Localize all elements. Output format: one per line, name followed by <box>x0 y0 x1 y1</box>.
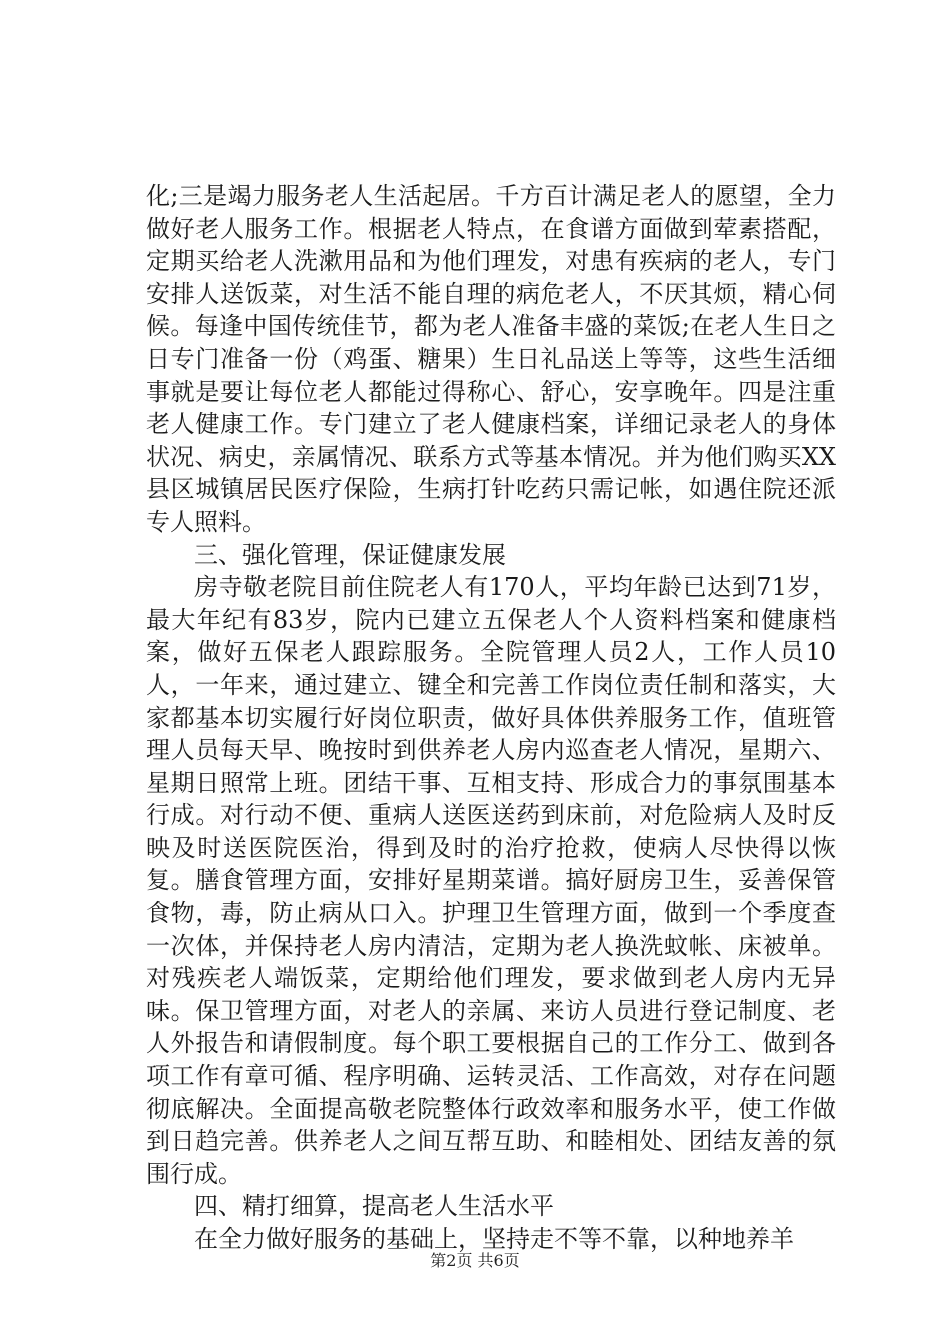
section-heading-3: 三、强化管理，保证健康发展 <box>194 540 506 569</box>
paragraph-living-standard: 在全力做好服务的基础上，坚持走不等不靠，以种地养羊 <box>194 1225 794 1253</box>
section-heading-4: 四、精打细算，提高老人生活水平 <box>194 1192 554 1221</box>
page-footer: 第2页 共6页 <box>430 1251 520 1270</box>
document-body <box>146 180 836 1256</box>
paragraph-continuation: 化;三是竭力服务老人生活起居。千方百计满足老人的愿望，全力做好老人服务工作。根据老人特点，在食谱方面做到荤素搭配，定期买给老人洗漱用品和为他们理发，对患有疾病的老人，专门安排人送饭菜，对生活不能自理的病危老人，不厌其烦，精心伺候。每逢中国传统佳节，都为老人准备丰盛的菜饭;在老人生日之日专门准备一份（鸡蛋、糖果）生日礼品送上等等，这些生活细事就是要让每位老人都能过得称心、舒心，安享晚年。四是注重老人健康工作。专门建立了老人健康档案，详细记录老人的身体状况、病史，亲属情况、联系方式等基本情况。并为他们购买XX县区城镇居民医疗保险，生病打针吃药只需记帐，如遇住院还派专人照料。 <box>146 182 836 536</box>
paragraph-management: 房寺敬老院目前住院老人有170人，平均年龄已达到71岁，最大年纪有83岁，院内已建立五保老人个人资料档案和健康档案，做好五保老人跟踪服务。全院管理人员2人，工作人员10人，一年来，通过建立、键全和完善工作岗位责任制和落实，大家都基本切实履行好岗位职责，做好具体供养服务工作，值班管理人员每天早、晚按时到供养老人房内巡查老人情况，星期六、星期日照常上班。团结干事、互相支持、形成合力的事氛围基本行成。对行动不便、重病人送医送药到床前，对危险病人及时反映及时送医院医治，得到及时的治疗抢救，使病人尽快得以恢复。膳食管理方面，安排好星期菜谱。搞好厨房卫生，妥善保管食物，毒，防止病从口入。护理卫生管理方面，做到一个季度查一次体，并保持老人房内清洁，定期为老人换洗蚊帐、床被单。对残疾老人端饭菜，定期给他们理发，要求做到老人房内无异味。保卫管理方面，对老人的亲属、来访人员进行登记制度、老人外报告和请假制度。每个职工要根据自己的工作分工、做到各项工作有章可循、程序明确、运转灵活、工作高效，对存在问题彻底解决。全面提高敬老院整体行政效率和服务水平，使工作做到日趋完善。供养老人之间互帮互助、和睦相处、团结友善的氛围行成。 <box>146 573 836 1188</box>
